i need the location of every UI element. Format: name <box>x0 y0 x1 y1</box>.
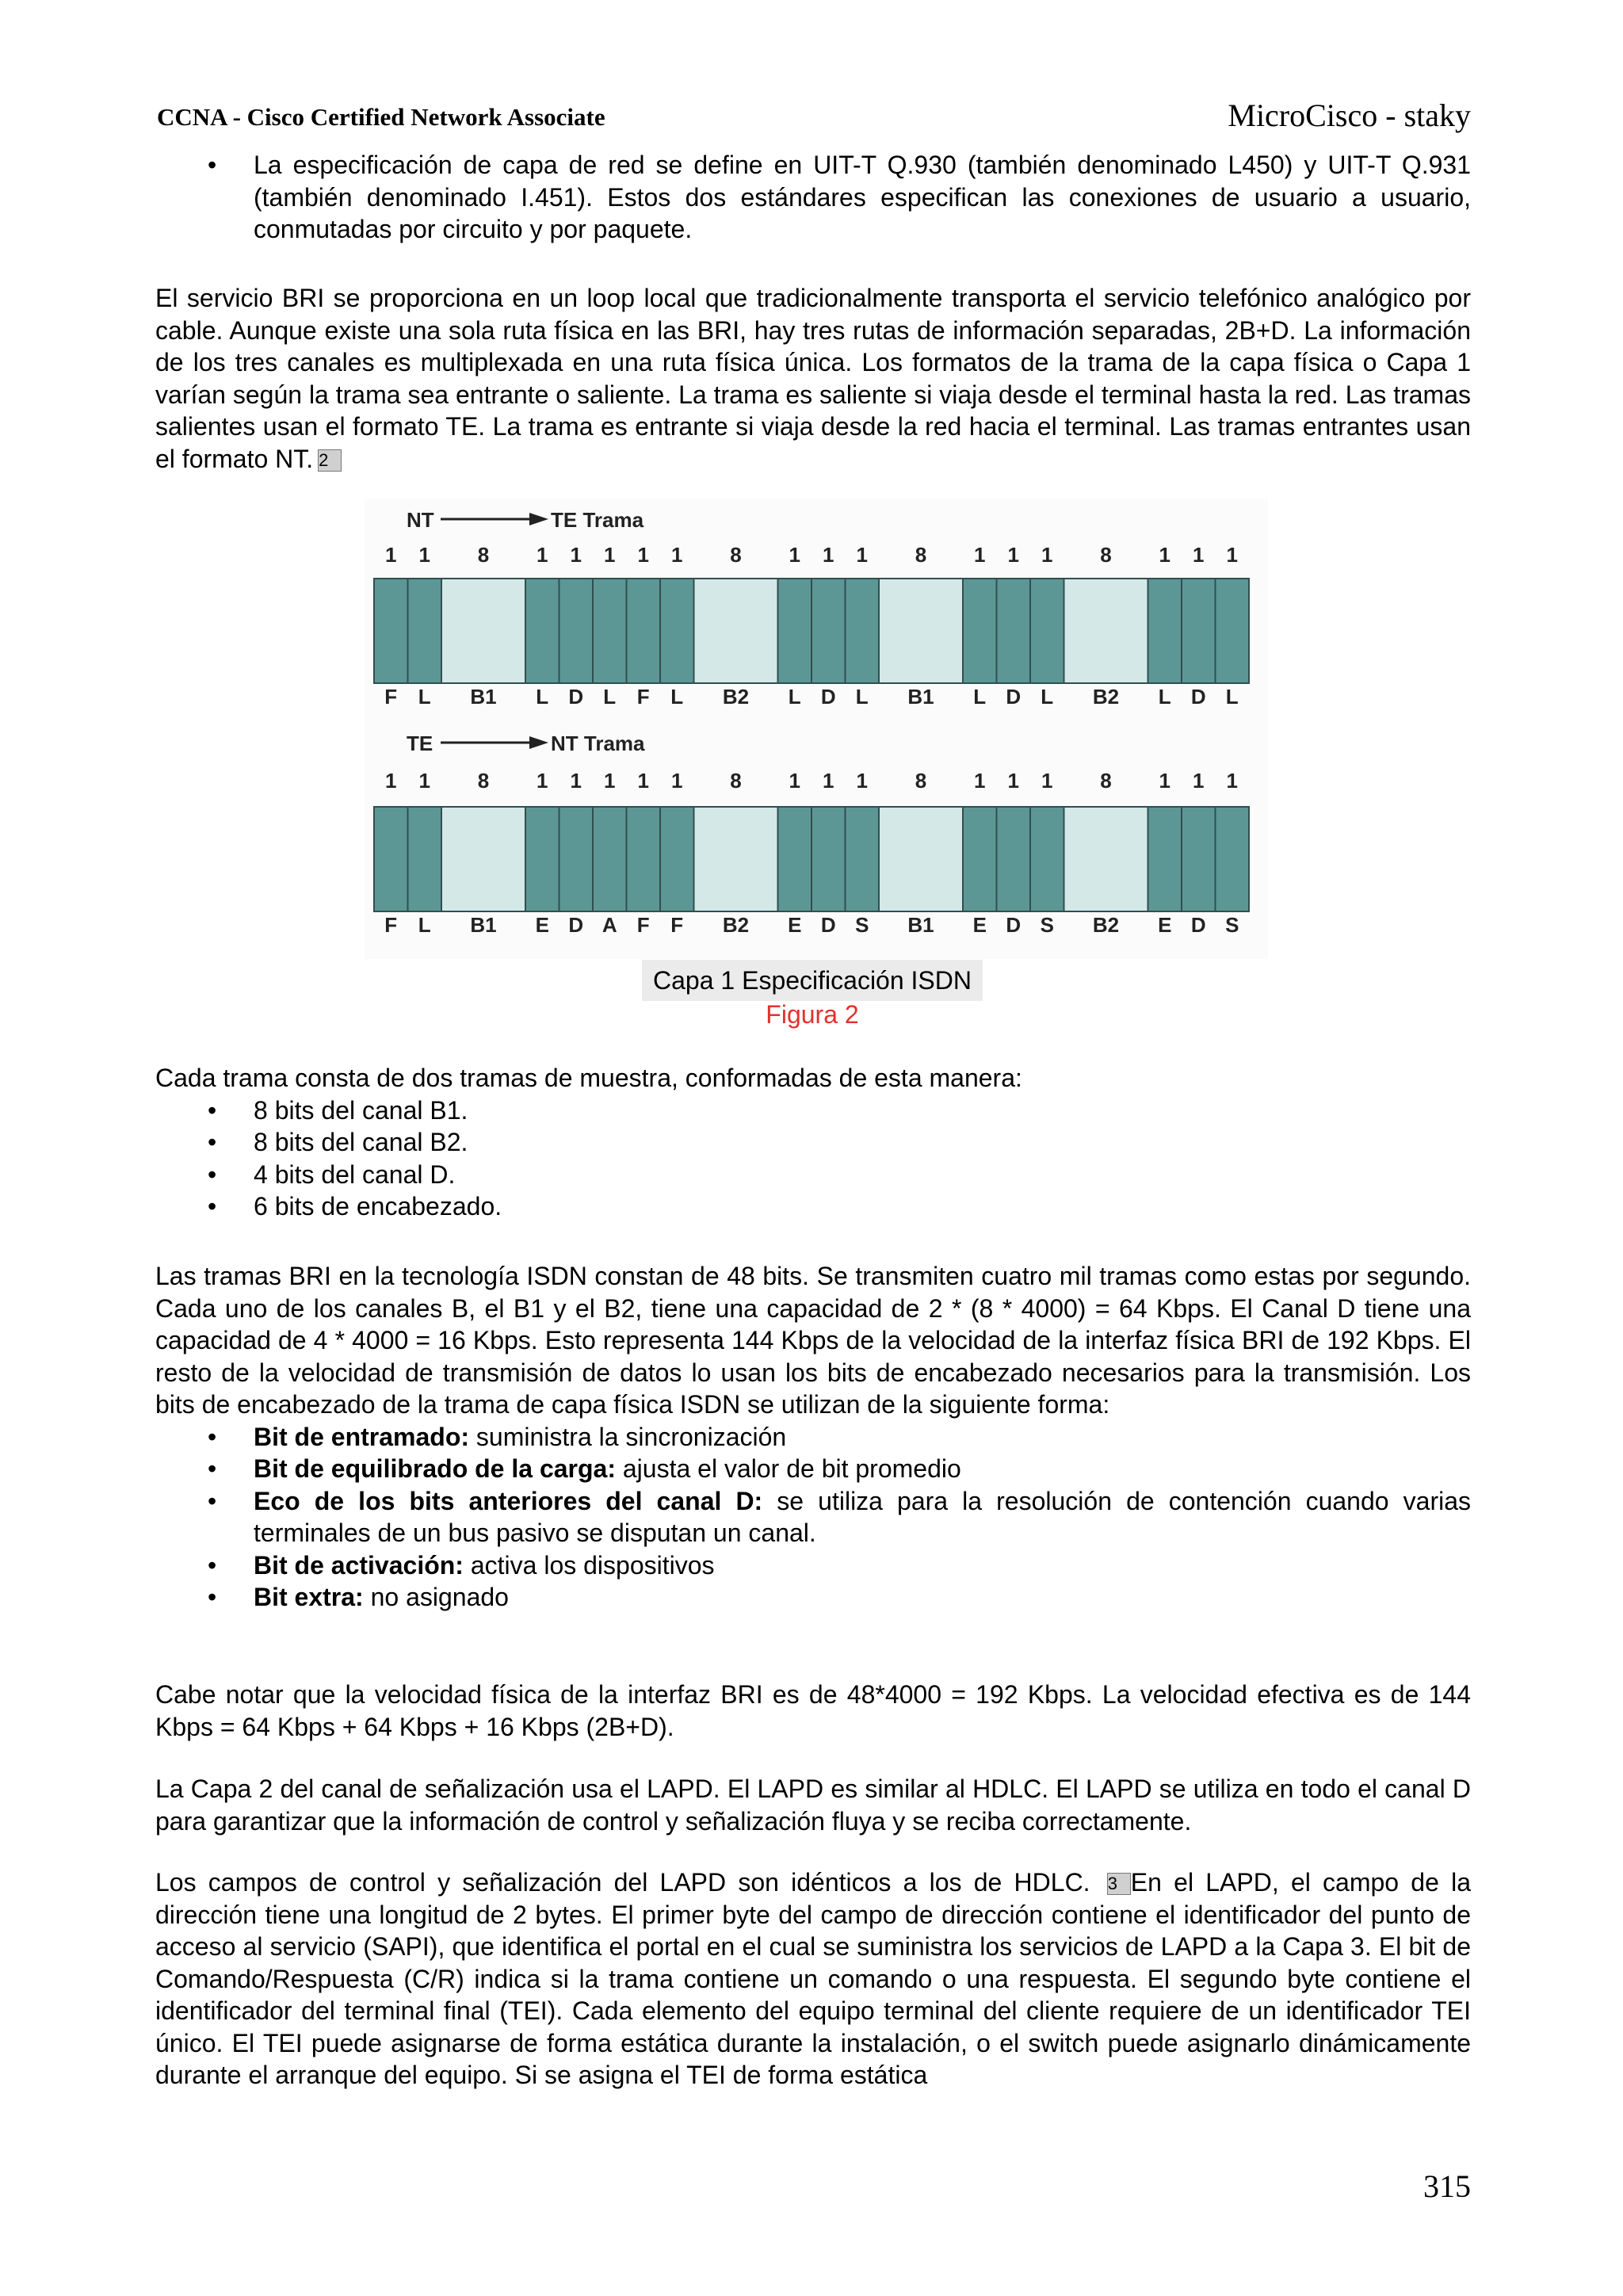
frame1-bit-count: 1 <box>789 543 800 567</box>
frame-diagram <box>365 499 1268 959</box>
frame1-channel-label: L <box>788 685 801 709</box>
frame2-bit-count: 1 <box>856 769 868 793</box>
isdn-frame-figure <box>365 499 1268 959</box>
frame1-cell <box>778 579 812 683</box>
frame2-bit-count: 1 <box>974 769 986 793</box>
lapd-paragraph: La Capa 2 del canal de señalización usa el LAPD. El LAPD es similar al HDLC. El LAPD se utiliza en todo el canal D para garantizar que la información de control y señalización fluya y se reciba correctamente. <box>155 1775 1471 1836</box>
frame2-channel-label: S <box>1040 913 1054 937</box>
frame2-cell <box>812 807 846 911</box>
list-item-term: Bit extra: <box>254 1583 364 1611</box>
frame1-cell <box>1182 579 1216 683</box>
list-item: • 6 bits de encabezado. <box>155 1190 1471 1223</box>
frame1-cell <box>408 579 442 683</box>
frame2-bit-count: 1 <box>604 769 616 793</box>
frame1-channel-label: F <box>384 685 398 709</box>
frame1-cell <box>525 579 559 683</box>
fields-paragraph-start: Los campos de control y señalización del LAPD son idénticos a los de HDLC. <box>155 1868 1090 1897</box>
frame2-channel-label: E <box>1158 913 1172 937</box>
frame1-cell <box>660 579 694 683</box>
figure-number: Figura 2 <box>766 1000 859 1029</box>
list-item: • 8 bits del canal B1. <box>155 1095 1471 1127</box>
frame2-channel-label: D <box>568 913 584 937</box>
frame1-channel-label: L <box>536 685 549 709</box>
frame2-bit-count: 8 <box>730 769 742 793</box>
lapd-section <box>155 1773 1471 1837</box>
frame1-channel-label: F <box>636 685 650 709</box>
frame2-bit-count: 1 <box>789 769 800 793</box>
bri-paragraph-text: El servicio BRI se proporciona en un loop local que tradicionalmente transporta el servicio telefónico analógico por cable. Aunque existe una sola ruta física en las BRI, hay tres rutas de información separadas, 2B+D. La información de los tres canales es multiplexada en una ruta física única. Los formatos de la trama de la capa física o Capa 1 varían según la trama sea entrante o saliente. La trama es saliente si viaja desde el terminal hasta la red. Las tramas salientes usan el formato TE. La trama es entrante si viaja desde la red hacia el terminal. Las tramas entrantes usan el formato NT. <box>155 284 1471 473</box>
frame2-bit-count: 1 <box>418 769 430 793</box>
frame1-cell <box>1216 579 1250 683</box>
frame1-channel-label: L <box>1041 685 1054 709</box>
frame1-cell <box>694 579 778 683</box>
bits-paragraph: Las tramas BRI en la tecnología ISDN constan de 48 bits. Se transmiten cuatro mil tramas como estas por segundo. Cada uno de los canales B, el B1 y el B2, tiene una capacidad de 2 * (8 * 4000) = 64 Kbps. El Canal D tiene una capacidad de 4 * 4000 = 16 Kbps. Esto representa 144 Kbps de la velocidad de la interfaz física BRI de 192 Kbps. El resto de la velocidad de transmisión de datos lo usan los bits de encabezado necesarios para la transmisión. Los bits de encabezado de la trama de capa física ISDN se utilizan de la siguiente forma: <box>155 1262 1471 1419</box>
frame2-bit-count: 8 <box>915 769 927 793</box>
frame1-cell <box>846 579 880 683</box>
frame2-channel-label: S <box>855 913 869 937</box>
frame2-cell <box>408 807 442 911</box>
frame1-bit-count: 1 <box>823 543 834 567</box>
frame2-cell <box>660 807 694 911</box>
frame2-cell <box>1148 807 1182 911</box>
frame2-bit-count: 1 <box>637 769 649 793</box>
frame1-channel-label: L <box>418 685 431 709</box>
frame2-bit-count: 1 <box>537 769 548 793</box>
frame2-channel-label: L <box>418 913 431 937</box>
fields-section <box>155 1866 1471 2092</box>
list-item-term: Eco de los bits anteriores del canal D: <box>254 1486 763 1515</box>
bits-section <box>155 1260 1471 1614</box>
list-item-term: Bit de entramado: <box>254 1422 470 1451</box>
fields-paragraph-rest: En el LAPD, el campo de la dirección tiene una longitud de 2 bytes. El primer byte del campo de dirección contiene el identificador del punto de acceso al servicio (SAPI), que identifica el portal en el cual se suministra los servicios de LAPD a la Capa 3. El bit de Comando/Respuesta (C/R) indica si la trama contiene un comando o una respuesta. El segundo byte contiene el identificador del terminal final (TEI). Cada elemento del equipo terminal del cliente requiere de un identificador TEI único. El TEI puede asignarse de forma estática durante la instalación, o el switch puede asignarlo dinámicamente durante el arranque del equipo. Si se asigna el TEI de forma estática <box>155 1868 1472 2089</box>
frame2-channel-label: D <box>820 913 836 937</box>
intro-section <box>155 149 1471 246</box>
frame2-channel-label: B2 <box>1092 913 1120 937</box>
frame2-cell <box>627 807 661 911</box>
frame2-cell <box>559 807 594 911</box>
frame1-bit-count: 1 <box>385 543 397 567</box>
frame1-cell <box>593 579 627 683</box>
frame1-bit-count: 1 <box>1159 543 1170 567</box>
list-item <box>155 1581 1471 1614</box>
header-title: CCNA - Cisco Certified Network Associate <box>157 103 605 131</box>
frame1-cell <box>879 579 963 683</box>
frame1-bit-count: 1 <box>637 543 649 567</box>
frame2-cell <box>846 807 880 911</box>
frame1-bit-count: 1 <box>1041 543 1053 567</box>
page-number: 315 <box>1423 2168 1471 2204</box>
frame1-channel-label: L <box>1158 685 1171 709</box>
frame2-channel-label: E <box>535 913 549 937</box>
trama-section <box>155 1062 1471 1223</box>
frame1-bit-count: 1 <box>974 543 986 567</box>
frame1-channel-label: L <box>855 685 869 709</box>
frame1-channel-label: B2 <box>1092 685 1120 709</box>
list-item: • La especificación de capa de red se define en UIT-T Q.930 (también denominado L450) y UIT-T Q.931 (también denominado I.451). Estos dos estándares especifican las conexiones de usuario a usuario, conmutadas por circuito y por paquete. <box>155 149 1471 246</box>
frame1-bit-count: 1 <box>1007 543 1019 567</box>
list-item-description: no asignado <box>363 1583 509 1611</box>
frame2-cell <box>593 807 627 911</box>
frame1-channel-label: L <box>1225 685 1239 709</box>
frame2-cell <box>1064 807 1148 911</box>
frame1-bit-count: 1 <box>671 543 683 567</box>
frame1-bit-count: 8 <box>1100 543 1112 567</box>
list-item <box>155 1485 1471 1549</box>
frame1-bit-count: 1 <box>1226 543 1238 567</box>
figure-3-reference-icon[interactable]: 3 <box>1107 1873 1131 1895</box>
frame2-bit-count: 1 <box>570 769 582 793</box>
list-item <box>155 1549 1471 1582</box>
frame1-channel-label: B2 <box>722 685 750 709</box>
list-item-description: suministra la sincronización <box>469 1422 787 1451</box>
frame1-bit-count: 1 <box>570 543 582 567</box>
frame1-cell <box>627 579 661 683</box>
frame2-cell <box>525 807 559 911</box>
frame2-channel-label: B1 <box>907 913 934 937</box>
frame1-bit-count: 8 <box>915 543 927 567</box>
frame2-channel-label: E <box>972 913 987 937</box>
frame1-cell <box>1064 579 1148 683</box>
list-item: • 8 bits del canal B2. <box>155 1126 1471 1159</box>
frame1-cell <box>812 579 846 683</box>
frame1-cell <box>1148 579 1182 683</box>
frame1-bit-count: 1 <box>856 543 868 567</box>
frame1-channel-label: L <box>603 685 617 709</box>
list-item-description: ajusta el valor de bit promedio <box>615 1454 961 1483</box>
frame1-channel-label: D <box>820 685 836 709</box>
frame2-bit-count: 1 <box>385 769 397 793</box>
frame1-channel-label: D <box>568 685 584 709</box>
frame2-bit-count: 1 <box>1041 769 1053 793</box>
frame2-cell <box>1182 807 1216 911</box>
trama-paragraph: Cada trama consta de dos tramas de muestra, conformadas de esta manera: <box>155 1064 1022 1092</box>
list-item-term: Bit de activación: <box>254 1550 464 1580</box>
frame2-cell <box>997 807 1031 911</box>
list-item <box>155 1421 1471 1454</box>
figure-caption: Capa 1 Especificación ISDN <box>642 960 983 1001</box>
frame2-channel-label: F <box>384 913 398 937</box>
frame1-channel-label: B1 <box>907 685 934 709</box>
frame1-bit-count: 1 <box>418 543 430 567</box>
frame1-cell <box>441 579 525 683</box>
frame1-bit-count: 8 <box>730 543 742 567</box>
frame2-channel-label: S <box>1225 913 1239 937</box>
frame2-channel-label: A <box>601 913 617 937</box>
frame1-cell <box>559 579 594 683</box>
frame2-cell <box>374 807 408 911</box>
frame2-channel-label: F <box>670 913 684 937</box>
frame2-channel-label: F <box>636 913 650 937</box>
trama-list <box>155 1095 1471 1223</box>
fields-paragraph <box>155 1866 1471 2092</box>
bri-paragraph <box>155 282 1471 475</box>
intro-list <box>155 149 1471 246</box>
frame1-channel-label: D <box>1006 685 1022 709</box>
frame1-channel-label: B1 <box>470 685 497 709</box>
frame1-cell <box>997 579 1031 683</box>
frame2-channel-label: B2 <box>722 913 750 937</box>
frame2-cell <box>778 807 812 911</box>
frame2-cell <box>963 807 997 911</box>
frame2-from-label: TE <box>407 732 433 755</box>
frame2-channel-label: D <box>1006 913 1022 937</box>
frame1-bit-count: 1 <box>604 543 616 567</box>
list-item-description: se utiliza para la resolución de contención cuando varias terminales de un bus pasivo se disputan un canal. <box>254 1486 1472 1547</box>
frame2-channel-label: B1 <box>470 913 497 937</box>
figure-2-reference-icon[interactable]: 2 <box>318 449 342 472</box>
frame2-bit-count: 8 <box>1100 769 1112 793</box>
frame1-bit-count: 1 <box>537 543 548 567</box>
frame2-bit-count: 1 <box>1226 769 1238 793</box>
frame2-bit-count: 8 <box>477 769 490 793</box>
frame2-bit-count: 1 <box>1193 769 1205 793</box>
frame2-cell <box>441 807 525 911</box>
frame1-channel-label: L <box>670 685 684 709</box>
speed-paragraph: Cabe notar que la velocidad física de la interfaz BRI es de 48*4000 = 192 Kbps. La velocidad efectiva es de 144 Kbps = 64 Kbps + 64 Kbps + 16 Kbps (2B+D). <box>155 1680 1471 1741</box>
frame1-bit-count: 8 <box>477 543 490 567</box>
bits-list <box>155 1421 1471 1614</box>
frame2-cell <box>694 807 778 911</box>
frame1-channel-label: D <box>1190 685 1206 709</box>
frame2-channel-label: E <box>788 913 802 937</box>
frame2-bit-count: 1 <box>823 769 834 793</box>
frame1-from-label: NT <box>407 508 434 532</box>
frame2-bit-count: 1 <box>1159 769 1170 793</box>
list-item-description: activa los dispositivos <box>463 1550 715 1580</box>
frame1-cell <box>963 579 997 683</box>
frame2-bit-count: 1 <box>1007 769 1019 793</box>
list-item: • 4 bits del canal D. <box>155 1159 1471 1191</box>
frame1-channel-label: L <box>973 685 987 709</box>
header-author: MicroCisco - staky <box>1228 97 1471 133</box>
frame1-cell <box>374 579 408 683</box>
frame2-cell <box>1030 807 1064 911</box>
frame2-channel-label: D <box>1190 913 1206 937</box>
frame1-to-label: TE Trama <box>551 508 644 532</box>
frame2-cell <box>879 807 963 911</box>
frame1-cell <box>1030 579 1064 683</box>
list-item-term: Bit de equilibrado de la carga: <box>254 1454 616 1483</box>
bri-paragraph-block <box>155 282 1471 475</box>
speed-section <box>155 1679 1471 1743</box>
frame1-bit-count: 1 <box>1193 543 1205 567</box>
frame2-to-label: NT Trama <box>551 732 645 755</box>
frame2-bit-count: 1 <box>671 769 683 793</box>
frame2-cell <box>1216 807 1250 911</box>
list-item <box>155 1453 1471 1485</box>
